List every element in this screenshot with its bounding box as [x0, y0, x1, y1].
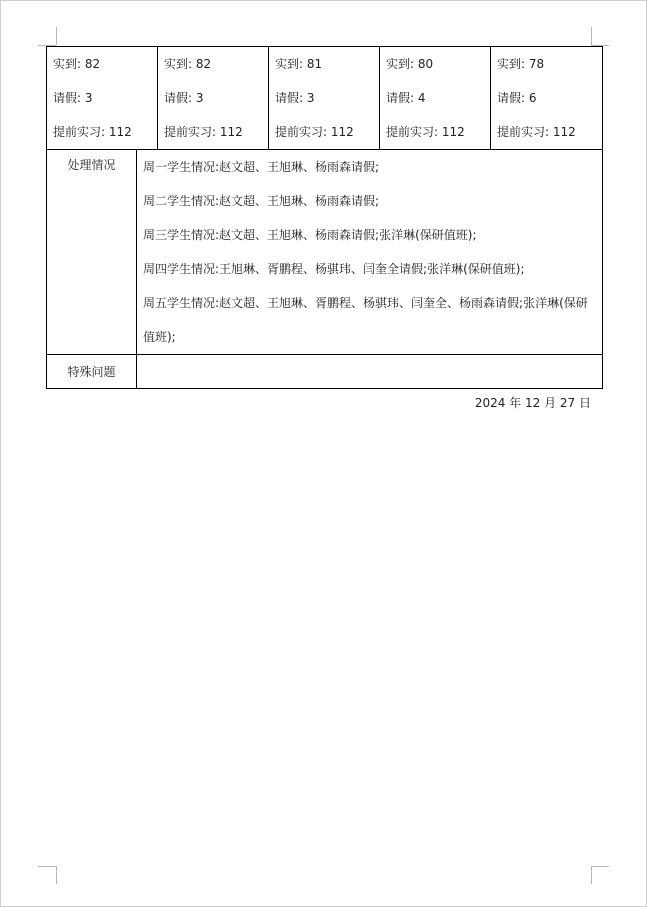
intern-line	[497, 115, 602, 149]
intern-label: 提前实习:	[275, 125, 328, 139]
leave-label: 请假:	[53, 91, 82, 105]
leave-line	[386, 81, 490, 115]
processing-row	[47, 150, 603, 355]
actual-label: 实到:	[164, 57, 193, 71]
stat-cell-5	[491, 47, 603, 150]
intern-label: 提前实习:	[386, 125, 439, 139]
actual-label: 实到:	[53, 57, 82, 71]
actual-line	[386, 47, 490, 81]
processing-line-wednesday: 周三学生情况:赵文超、王旭琳、杨雨森请假;张洋琳(保研值班);	[143, 228, 477, 242]
stat-cell-1	[47, 47, 158, 150]
leave-value: 4	[417, 91, 426, 105]
processing-content	[137, 150, 603, 355]
intern-line	[386, 115, 490, 149]
leave-value: 3	[306, 91, 315, 105]
crop-mark-top-right-v	[591, 27, 592, 45]
actual-label: 实到:	[386, 57, 415, 71]
leave-line	[164, 81, 268, 115]
leave-label: 请假:	[386, 91, 415, 105]
actual-value: 82	[195, 57, 212, 71]
crop-mark-bottom-right-v	[591, 866, 592, 884]
actual-line	[497, 47, 602, 81]
crop-mark-bottom-left-h	[38, 866, 56, 867]
intern-value: 112	[219, 125, 243, 139]
leave-line	[275, 81, 379, 115]
processing-line-friday: 周五学生情况:赵文超、王旭琳、胥鹏程、杨骐玮、闫奎全、杨雨森请假;张洋琳(保研值班);	[143, 296, 588, 344]
special-row	[47, 355, 603, 389]
stat-cell-3	[269, 47, 380, 150]
intern-line	[275, 115, 379, 149]
actual-value: 80	[417, 57, 434, 71]
intern-label: 提前实习:	[497, 125, 550, 139]
crop-mark-top-left-v	[56, 27, 57, 45]
leave-line	[497, 81, 602, 115]
processing-line-tuesday: 周二学生情况:赵文超、王旭琳、杨雨森请假;	[143, 194, 380, 208]
intern-value: 112	[441, 125, 465, 139]
processing-label: 处理情况	[47, 150, 137, 355]
intern-line	[164, 115, 268, 149]
leave-line	[53, 81, 157, 115]
attendance-table	[46, 46, 603, 389]
actual-value: 78	[528, 57, 545, 71]
stat-cell-2	[158, 47, 269, 150]
leave-value: 6	[528, 91, 537, 105]
actual-label: 实到:	[497, 57, 526, 71]
intern-line	[53, 115, 157, 149]
leave-value: 3	[84, 91, 93, 105]
actual-line	[53, 47, 157, 81]
stat-cell-4	[380, 47, 491, 150]
intern-value: 112	[330, 125, 354, 139]
intern-label: 提前实习:	[164, 125, 217, 139]
actual-value: 82	[84, 57, 101, 71]
intern-value: 112	[552, 125, 576, 139]
actual-line	[275, 47, 379, 81]
special-content	[137, 355, 603, 389]
leave-label: 请假:	[164, 91, 193, 105]
processing-line-monday: 周一学生情况:赵文超、王旭琳、杨雨森请假;	[143, 160, 380, 174]
processing-line-thursday: 周四学生情况:王旭琳、胥鹏程、杨骐玮、闫奎全请假;张洋琳(保研值班);	[143, 262, 525, 276]
actual-value: 81	[306, 57, 323, 71]
intern-label: 提前实习:	[53, 125, 106, 139]
leave-label: 请假:	[275, 91, 304, 105]
special-label: 特殊问题	[47, 355, 137, 389]
document-date: 2024 年 12 月 27 日	[474, 396, 591, 410]
actual-line	[164, 47, 268, 81]
crop-mark-bottom-right-h	[591, 866, 609, 867]
leave-label: 请假:	[497, 91, 526, 105]
intern-value: 112	[108, 125, 132, 139]
leave-value: 3	[195, 91, 204, 105]
actual-label: 实到:	[275, 57, 304, 71]
crop-mark-bottom-left-v	[56, 866, 57, 884]
stats-row	[47, 47, 603, 150]
